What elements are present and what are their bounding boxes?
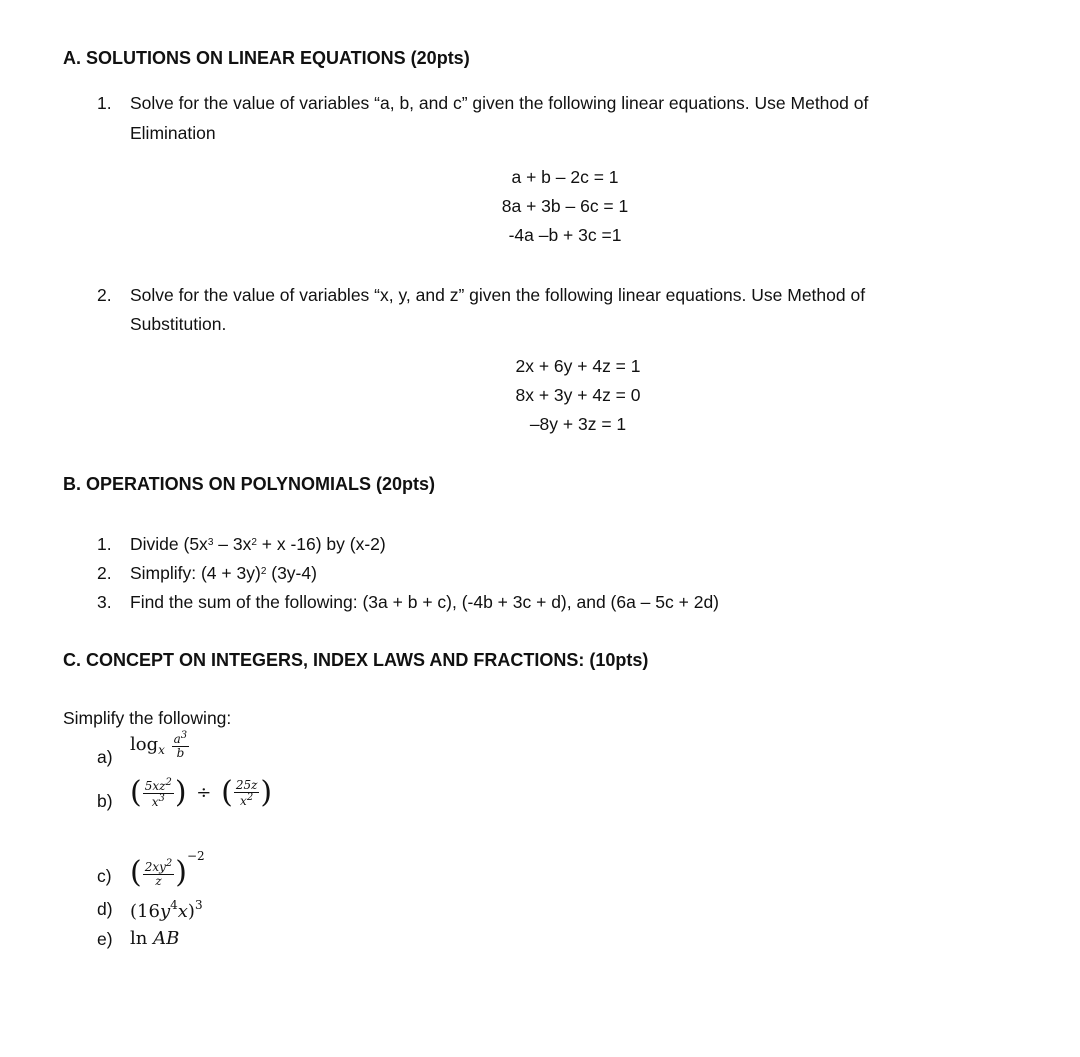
section-c-instruction: Simplify the following: — [63, 708, 232, 728]
question-b2-text: Simplify: $(4 + 3y)^2$ (3y-4) — [130, 563, 317, 583]
question-b3-number: 3. — [97, 592, 112, 612]
question-b1-text: Divide ($5x^3 - 3x^2 + x$ -16) by (x-2) — [130, 534, 386, 554]
item-c-c-expression: ( $\frac{2xy^2}{z}$ )$^{-2}$ — [130, 849, 205, 890]
item-c-e-expression: ln AB — [130, 928, 180, 949]
item-c-d-expression: $(16y^4x)^3$ — [130, 898, 203, 922]
question-a1-number: 1. — [97, 93, 112, 113]
item-c-a-label: a) — [97, 747, 113, 767]
item-c-b-expression: ( $\frac{5xz^2}{x^3}$ ) ÷ ( $\frac{25z}{x^2}$ ) — [130, 775, 273, 811]
equation-a2-3: –8y + 3z = 1 — [529, 414, 627, 434]
item-c-d-label: d) — [97, 899, 113, 919]
equation-a2-1: 2x + 6y + 4z = 1 — [515, 356, 641, 376]
question-a1-text-line1: Solve for the value of variables “a, b, and c” given the following linear equations. Use Method of — [130, 93, 869, 113]
section-b-heading: B. OPERATIONS ON POLYNOMIALS (20pts) — [63, 474, 436, 494]
question-a2-number: 2. — [97, 285, 112, 305]
section-c-heading: C. CONCEPT ON INTEGERS, INDEX LAWS AND FRACTIONS: (10pts) — [63, 650, 649, 670]
equation-a1-1: a + b – 2c = 1 — [511, 167, 619, 187]
question-a2-text-line2: Substitution. — [130, 314, 227, 334]
equation-a1-3: -4a –b + 3c =1 — [508, 225, 622, 245]
equation-a2-2: 8x + 3y + 4z = 0 — [515, 385, 641, 405]
question-a2-text-line1: Solve for the value of variables “x, y, and z” given the following linear equations. Use Method of — [130, 285, 866, 305]
question-a1-text-line2: Elimination — [130, 123, 216, 143]
section-a-heading: A. SOLUTIONS ON LINEAR EQUATIONS (20pts) — [63, 48, 470, 68]
item-c-c-label: c) — [97, 866, 112, 886]
question-b3-text: Find the sum of the following: (3a + b + c), (-4b + 3c + d), and (6a – 5c + 2d) — [130, 592, 720, 612]
question-b2-number: 2. — [97, 563, 112, 583]
item-c-b-label: b) — [97, 791, 113, 811]
item-c-a-expression: $\log_x$ $\frac{a^3}{b}$ — [130, 730, 188, 760]
equation-a1-2: 8a + 3b – 6c = 1 — [501, 196, 629, 216]
question-b1-number: 1. — [97, 534, 112, 554]
item-c-e-label: e) — [97, 929, 113, 949]
